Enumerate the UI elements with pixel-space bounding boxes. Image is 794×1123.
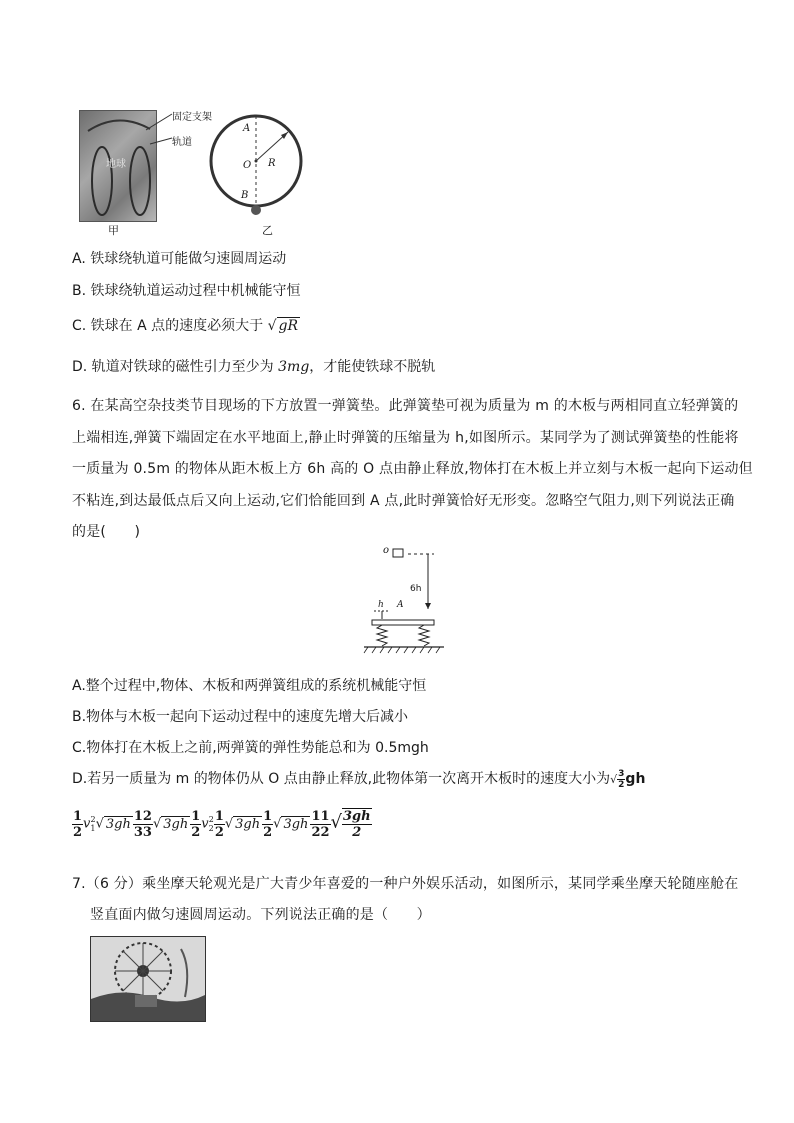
q5-option-c[interactable]	[72, 315, 300, 335]
q6-option-d-fraction: $\frac{3}{2}$	[618, 768, 625, 790]
q5-option-a[interactable]: A. 铁球绕轨道可能做匀速圆周运动	[72, 251, 287, 267]
fig-height-h: h	[378, 600, 384, 610]
frac-3: $\frac{1}{2}$	[191, 808, 201, 840]
caption-jia: 甲	[108, 224, 119, 237]
q6-option-a[interactable]: A.整个过程中,物体、木板和两弹簧组成的系统机械能守恒	[72, 678, 427, 694]
point-A: A	[243, 123, 251, 134]
frac-4: $\frac{1}{2}$	[214, 808, 224, 840]
q6-line-3: 一质量为 0.5m 的物体从距木板上方 6h 高的 O 点由静止释放,物体打在木板上并立刻与木板一起向下运动但	[72, 461, 753, 477]
root-3: √ 3gh	[224, 816, 261, 832]
formula-row: $\frac{1}{2}$ $v_1^2√$ 3gh $\frac{12}{33}$ √ 3gh $\frac{1}{2}$ $v_2^2$ $\frac{1}{2}$ √ 3gh $\frac{1}{2}$ √ 3gh $\frac{11}{22}$ √ $\frac{3gh}{2}$	[73, 808, 371, 840]
frac-1: $\frac{1}{2}$	[73, 808, 83, 840]
q6-option-d-gh: gh	[625, 771, 646, 787]
ferris-wheel-drawing	[91, 937, 205, 1021]
frac-6: $\frac{11}{22}$	[311, 808, 330, 840]
ferris-wheel-photo	[90, 936, 206, 1022]
photo-text: 地球	[106, 159, 126, 170]
q6-line-4: 不粘连,到达最低点后又向上运动,它们恰能回到 A 点,此时弹簧恰好无形变。忽略空气阻力,则下列说法正确	[72, 493, 735, 509]
point-R: R	[268, 158, 276, 169]
q6-option-d-text: D.若另一质量为 m 的物体仍从 O 点由静止释放,此物体第一次离开木板时的速度大小为	[72, 771, 611, 787]
fig-point-A: A	[397, 600, 404, 610]
root-4: √ 3gh	[273, 816, 309, 832]
caption-yi: 乙	[262, 224, 273, 237]
frac-5: $\frac{1}{2}$	[263, 808, 273, 840]
frac-2: $\frac{12}{33}$	[133, 808, 152, 840]
label-track: 轨道	[172, 137, 192, 148]
q5-option-c-radicand: gR	[278, 318, 299, 334]
q5-option-c-math: √ gR	[267, 318, 299, 334]
q6-option-d-sqrt: √	[610, 773, 618, 786]
fig-height-6h: 6h	[410, 584, 422, 594]
q5-option-d-suffix: ，才能使铁球不脱轨	[309, 359, 436, 375]
label-support: 固定支架	[172, 112, 212, 123]
root-5-frac: $\frac{3gh}{2}$	[343, 809, 371, 840]
point-O: O	[243, 160, 252, 171]
point-B: B	[241, 190, 249, 201]
root-1: √ 3gh	[95, 816, 131, 832]
q7-line-1: 7.（6 分）乘坐摩天轮观光是广大青少年喜爱的一种户外娱乐活动，如图所示，某同学乘坐摩天轮随座舱在	[72, 876, 739, 892]
q6-line-1: 6. 在某高空杂技类节目现场的下方放置一弹簧垫。此弹簧垫可视为质量为 m 的木板与两相同直立轻弹簧的	[72, 398, 739, 414]
root-5: √	[330, 811, 343, 833]
q6-line-2: 上端相连,弹簧下端固定在水平地面上,静止时弹簧的压缩量为 h,如图所示。某同学为了测试弹簧垫的性能将	[72, 430, 739, 446]
q5-option-c-text: C. 铁球在 A 点的速度必须大于	[72, 318, 264, 334]
q5-option-d[interactable]	[72, 356, 435, 376]
q7-line-2: 竖直面内做匀速圆周运动。下列说法正确的是（ ）	[90, 907, 431, 923]
q6-option-b[interactable]: B.物体与木板一起向下运动过程中的速度先增大后减小	[72, 709, 409, 725]
q5-option-b[interactable]: B. 铁球绕轨道运动过程中机械能守恒	[72, 283, 301, 299]
q6-option-d[interactable]	[72, 768, 645, 790]
spring-pad-diagram	[360, 545, 460, 660]
root-2: √ 3gh	[152, 816, 189, 832]
q5-option-d-math: 3mg	[278, 359, 310, 375]
q6-line-5: 的是( )	[72, 524, 141, 540]
fig-point-o: o	[383, 545, 390, 556]
circle-track-diagram	[205, 112, 315, 222]
q6-option-c[interactable]: C.物体打在木板上之前,两弹簧的弹性势能总和为 0.5mgh	[72, 740, 429, 756]
q5-option-d-text: D. 轨道对铁球的磁性引力至少为	[72, 359, 274, 375]
